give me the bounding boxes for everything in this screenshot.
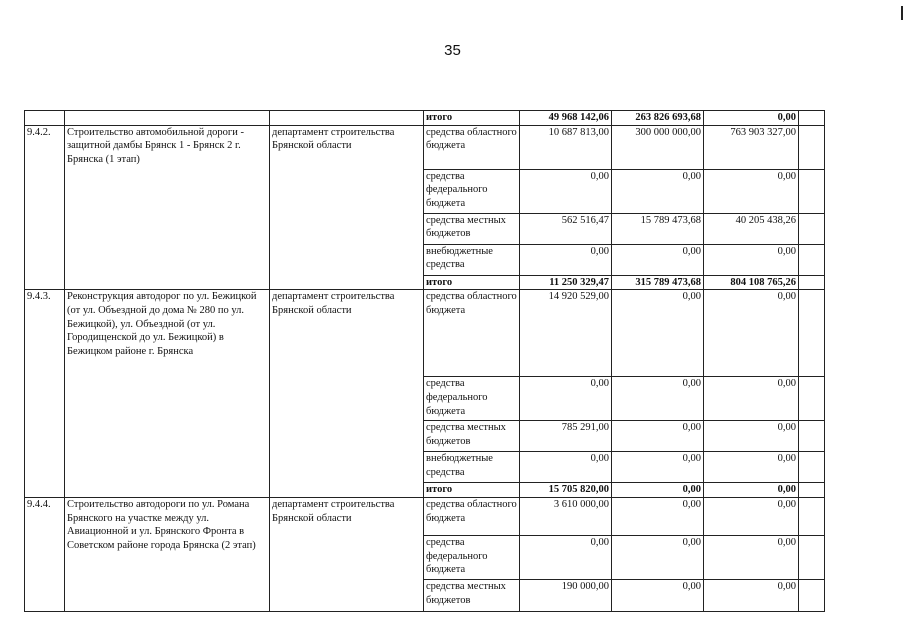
item-code: 9.4.4. (25, 497, 65, 611)
total-label: итого (424, 483, 520, 498)
funding-source: средства федерального бюджета (424, 377, 520, 421)
funding-source: внебюджетные средства (424, 452, 520, 483)
total-value-4 (799, 275, 825, 290)
value-2: 0,00 (612, 535, 704, 579)
item-executor: департамент строительства Брянской области (270, 497, 424, 611)
total-value-2: 263 826 693,68 (612, 111, 704, 126)
value-4 (799, 213, 825, 244)
value-2: 0,00 (612, 579, 704, 611)
budget-table (24, 110, 825, 612)
value-4 (799, 421, 825, 452)
item-name: Строительство автодороги по ул. Романа Брянского на участке между ул. Авиационной и ул. Брянского Фронта в Советском районе города Брянска (2 этап) (65, 497, 270, 611)
funding-source: средства федерального бюджета (424, 169, 520, 213)
scan-edge-mark (901, 6, 903, 20)
total-label: итого (424, 111, 520, 126)
funding-source: средства областного бюджета (424, 497, 520, 535)
value-3: 0,00 (704, 244, 799, 275)
table-row (25, 290, 825, 377)
funding-source: внебюджетные средства (424, 244, 520, 275)
value-2: 0,00 (612, 452, 704, 483)
funding-source: средства местных бюджетов (424, 579, 520, 611)
funding-source: средства федерального бюджета (424, 535, 520, 579)
total-value-1: 49 968 142,06 (520, 111, 612, 126)
value-2: 0,00 (612, 377, 704, 421)
value-3: 0,00 (704, 377, 799, 421)
value-4 (799, 125, 825, 169)
value-2: 15 789 473,68 (612, 213, 704, 244)
item-code: 9.4.2. (25, 125, 65, 290)
value-3: 0,00 (704, 169, 799, 213)
total-value-2: 315 789 473,68 (612, 275, 704, 290)
value-1: 10 687 813,00 (520, 125, 612, 169)
value-2: 0,00 (612, 169, 704, 213)
value-2: 0,00 (612, 421, 704, 452)
item-name: Строительство автомобильной дороги - защитной дамбы Брянск 1 - Брянск 2 г. Брянска (1 этап) (65, 125, 270, 290)
value-1: 0,00 (520, 377, 612, 421)
value-1: 190 000,00 (520, 579, 612, 611)
total-value-2: 0,00 (612, 483, 704, 498)
value-3: 763 903 327,00 (704, 125, 799, 169)
value-3: 0,00 (704, 497, 799, 535)
value-1: 0,00 (520, 169, 612, 213)
total-value-4 (799, 111, 825, 126)
value-3: 0,00 (704, 452, 799, 483)
total-value-4 (799, 483, 825, 498)
funding-source: средства местных бюджетов (424, 421, 520, 452)
item-executor: департамент строительства Брянской области (270, 290, 424, 498)
value-1: 3 610 000,00 (520, 497, 612, 535)
total-value-3: 0,00 (704, 483, 799, 498)
value-2: 0,00 (612, 497, 704, 535)
value-4 (799, 377, 825, 421)
empty-cell (270, 111, 424, 126)
value-4 (799, 579, 825, 611)
item-code: 9.4.3. (25, 290, 65, 498)
total-value-3: 0,00 (704, 111, 799, 126)
value-1: 14 920 529,00 (520, 290, 612, 377)
table-row (25, 125, 825, 169)
total-value-1: 11 250 329,47 (520, 275, 612, 290)
total-value-3: 804 108 765,26 (704, 275, 799, 290)
total-value-1: 15 705 820,00 (520, 483, 612, 498)
item-name: Реконструкция автодорог по ул. Бежицкой (от ул. Объездной до дома № 280 по ул. Бежицкой), ул. Объездной (от ул. Городищенской до ул. Бежицкой) в Бежицком районе г. Брянска (65, 290, 270, 498)
empty-cell (65, 111, 270, 126)
value-3: 0,00 (704, 535, 799, 579)
funding-source: средства местных бюджетов (424, 213, 520, 244)
top-total-row (25, 111, 825, 126)
value-1: 0,00 (520, 244, 612, 275)
total-label: итого (424, 275, 520, 290)
value-3: 0,00 (704, 579, 799, 611)
value-3: 0,00 (704, 290, 799, 377)
page-number: 35 (444, 42, 461, 59)
value-4 (799, 244, 825, 275)
value-4 (799, 290, 825, 377)
value-4 (799, 452, 825, 483)
value-3: 0,00 (704, 421, 799, 452)
value-2: 300 000 000,00 (612, 125, 704, 169)
funding-source: средства областного бюджета (424, 125, 520, 169)
value-1: 0,00 (520, 535, 612, 579)
value-1: 0,00 (520, 452, 612, 483)
budget-table-body (25, 111, 825, 612)
value-1: 562 516,47 (520, 213, 612, 244)
value-4 (799, 169, 825, 213)
value-4 (799, 497, 825, 535)
item-executor: департамент строительства Брянской области (270, 125, 424, 290)
value-3: 40 205 438,26 (704, 213, 799, 244)
empty-cell (25, 111, 65, 126)
value-4 (799, 535, 825, 579)
table-row (25, 497, 825, 535)
value-1: 785 291,00 (520, 421, 612, 452)
value-2: 0,00 (612, 290, 704, 377)
value-2: 0,00 (612, 244, 704, 275)
funding-source: средства областного бюджета (424, 290, 520, 377)
